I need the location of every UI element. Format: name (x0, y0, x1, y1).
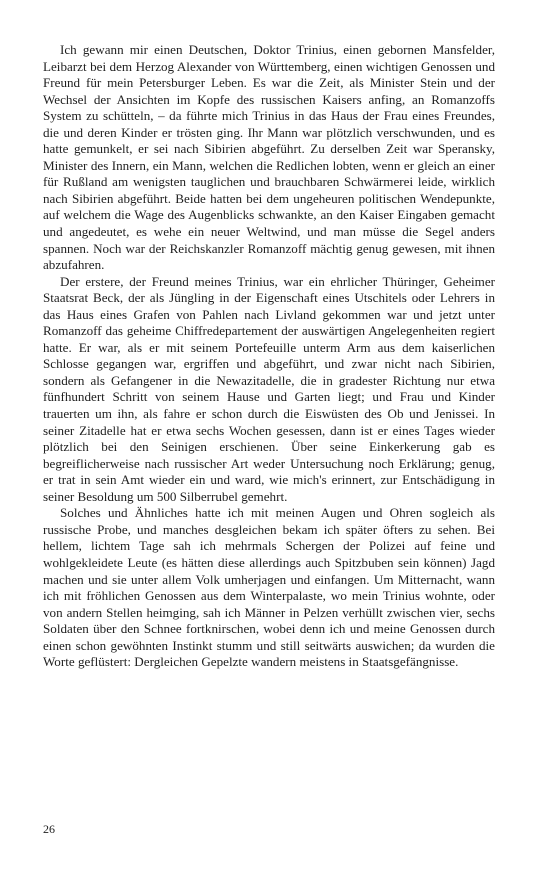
paragraph: Ich gewann mir einen Deutschen, Doktor Trinius, einen gebornen Mansfelder, Leibarzt bei dem Herzog Alexander von Württemberg, einen wichtigen Genossen und Freund für mein Petersburger Leben. Es war die Zeit, als Minister Stein und der Wechsel der Ansichten im Kopfe des russischen Kaisers anfing, an Romanzoffs System zu schütteln, – da führte mich Trinius in das Haus der Frau eines Freundes, die und deren Kinder er trösten ging. Ihr Mann war plötzlich verschwunden, und es hatte gemunkelt, er sei nach Sibirien abgeführt. Zu derselben Zeit war Speransky, Minister des Innern, ein Mann, welchen die Redlichen lobten, wenn er gleich an einer für Rußland am wenigsten tauglichen und brauchbaren Schwärmerei leide, wirklich nach Sibirien abgeführt. Beide hatten bei dem ungeheuren politischen Wendepunkte, auf welchem die Wage des Augenblicks schwankte, an den Kaiser Eingaben gemacht und angedeutet, es wehe ein neuer Weltwind, und man müsse die Segel anders spannen. Noch war der Reichskanzler Romanzoff mächtig genug gewesen, mit ihnen abzufahren. (43, 42, 495, 273)
paragraph: Der erstere, der Freund meines Trinius, war ein ehrlicher Thüringer, Geheimer Staatsrat Beck, der als Jüngling in der Eigenschaft eines Utschitels oder Lehrers in das Haus eines Grafen von Pahlen nach Livland gekommen war und jetzt unter Romanzoff das geheime Chiffredepartement der auswärtigen Angelegenheiten regiert hatte. Er war, als er mit seinem Portefeuille unterm Arm aus dem kaiserlichen Schlosse gegangen war, ergriffen und abgeführt, und zwar nicht nach Sibirien, sondern als Gefangener in die Newazitadelle, die in gradester Richtung nur etwa fünfhundert Schritt von seinem Hause und Garten liegt; und Frau und Kinder trauerten um ihn, als fahre er schon durch die Eiswüsten des Ob und Jenissei. In seiner Zitadelle hat er etwa sechs Wochen gesessen, dann ist er eines Tages wieder plötzlich bei den Seinigen erschienen. Über seine Einkerkerung gab es begreiflicherweise nach russischer Art weder Untersuchung noch Erklärung; genug, er trat in sein Amt wieder ein und ward, wie mich's erinnert, zur Entschädigung in seiner Besoldung um 500 Silberrubel gemehrt. (43, 273, 495, 504)
paragraph: Solches und Ähnliches hatte ich mit meinen Augen und Ohren sogleich als russische Probe, und manches desgleichen bekam ich später öfters zu sehen. Bei hellem, lichtem Tage sah ich mehrmals Schergen der Polizei auf feine und wohlgekleidete Leute (es hätten diese allerdings auch Spitzbuben sein können) Jagd machen und sie unter allem Volk umherjagen und einfangen. Um Mitternacht, wann ich mit fröhlichen Genossen aus dem Winterpalaste, wo mein Trinius wohnte, oder von andern Stellen heimging, sah ich Männer in Pelzen verhüllt zwischen vier, sechs Soldaten über den Schnee fortknirschen, wobei denn ich und meine Genossen durch einen schon gewöhnten Instinkt stumm und still seitwärts auswichen; da wurden die Worte geflüstert: Dergleichen Gepelzte wandern meistens in Staatsgefängnisse. (43, 505, 495, 670)
page-body (43, 42, 495, 671)
page-number: 26 (43, 822, 55, 836)
